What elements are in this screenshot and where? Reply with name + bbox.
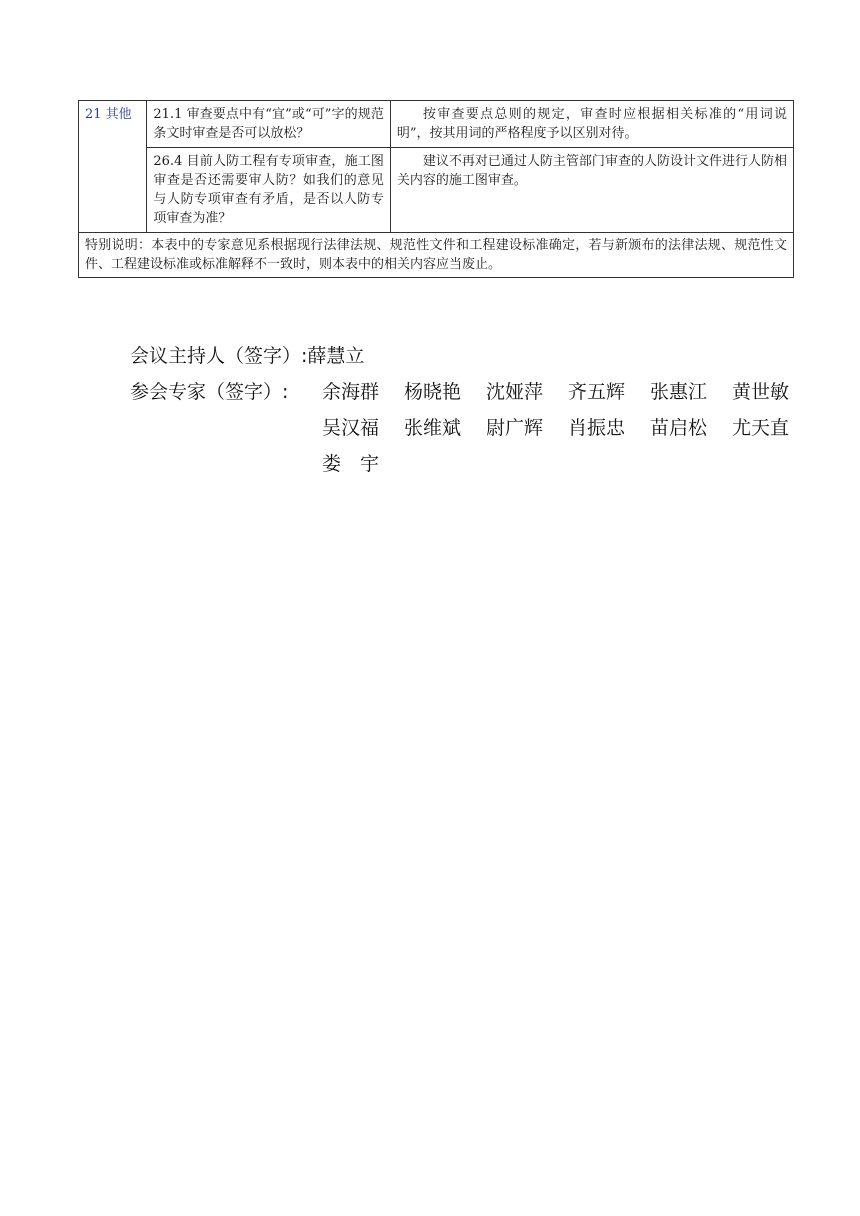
expert-name: 娄 宇 bbox=[322, 453, 380, 475]
chair-signature-row bbox=[130, 338, 814, 374]
answer-cell: 按审查要点总则的规定，审查时应根据相关标准的“用词说明”，按其用词的严格程度予以区别对待。 bbox=[390, 101, 793, 148]
expert-name: 吴汉福 bbox=[322, 417, 380, 439]
expert-name: 肖振忠 bbox=[568, 417, 626, 439]
question-cell: 26.4 目前人防工程有专项审查，施工图审查是否还需要审人防？如我们的意见与人防专项审查有矛盾，是否以人防专项审查为准？ bbox=[147, 148, 391, 233]
expert-name: 张维斌 bbox=[404, 417, 462, 439]
expert-name: 尉广辉 bbox=[486, 417, 544, 439]
expert-name: 尤天直 bbox=[732, 417, 790, 439]
table-row bbox=[79, 101, 794, 148]
expert-name: 齐五辉 bbox=[568, 381, 626, 403]
table-row bbox=[79, 148, 794, 233]
signature-block bbox=[130, 338, 814, 475]
expert-name: 沈娅萍 bbox=[486, 381, 544, 403]
category-cell: 21 其他 bbox=[79, 101, 147, 233]
chair-label: 会议主持人（签字）: bbox=[130, 345, 308, 367]
note-row bbox=[79, 233, 794, 278]
answer-cell: 建议不再对已通过人防主管部门审查的人防设计文件进行人防相关内容的施工图审查。 bbox=[390, 148, 793, 233]
special-note: 特别说明：本表中的专家意见系根据现行法律法规、规范性文件和工程建设标准确定，若与新颁布的法律法规、规范性文件、工程建设标准或标准解释不一致时，则本表中的相关内容应当废止。 bbox=[79, 233, 794, 278]
experts-label: 参会专家（签字）: bbox=[130, 381, 289, 403]
experts-signature-row bbox=[130, 374, 814, 475]
chair-name: 薛慧立 bbox=[307, 345, 365, 367]
expert-name: 黄世敏 bbox=[732, 381, 790, 403]
expert-name: 苗启松 bbox=[650, 417, 708, 439]
experts-list bbox=[322, 374, 814, 475]
review-table bbox=[78, 100, 794, 278]
question-cell: 21.1 审查要点中有“宜”或“可”字的规范条文时审查是否可以放松？ bbox=[147, 101, 391, 148]
expert-name: 杨晓艳 bbox=[404, 381, 462, 403]
expert-name: 张惠江 bbox=[650, 381, 708, 403]
expert-name: 余海群 bbox=[322, 381, 380, 403]
